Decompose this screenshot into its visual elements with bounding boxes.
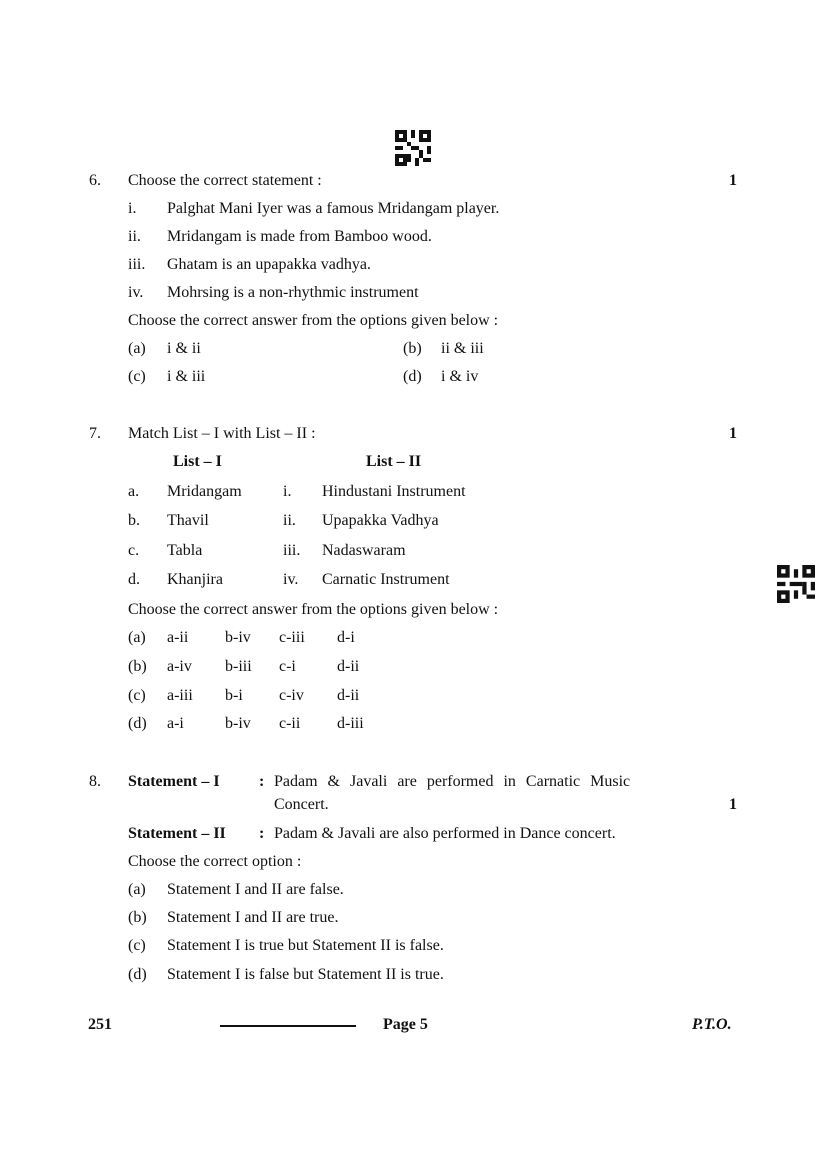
question-number: 7. bbox=[89, 425, 101, 442]
paper-code: 251 bbox=[88, 1016, 112, 1033]
please-turn-over: P.T.O. bbox=[692, 1016, 732, 1033]
option-match: a-iii bbox=[167, 687, 193, 704]
list-2-item: Carnatic Instrument bbox=[322, 571, 450, 588]
instruction: Choose the correct answer from the options given below : bbox=[128, 601, 499, 618]
statement-2-label: Statement – II bbox=[128, 825, 226, 842]
list-1-label: b. bbox=[128, 512, 140, 529]
list-2-label: ii. bbox=[283, 512, 296, 529]
option-text: ii & iii bbox=[441, 340, 484, 357]
list-2-header: List – II bbox=[366, 453, 422, 470]
option-match: d-iii bbox=[337, 715, 364, 732]
option-text: Statement I and II are false. bbox=[167, 881, 344, 898]
option-match: b-iii bbox=[225, 658, 252, 675]
question-prompt: Match List – I with List – II : bbox=[128, 425, 316, 442]
statement-label: i. bbox=[128, 200, 137, 217]
option-match: b-iv bbox=[225, 629, 251, 646]
colon: : bbox=[259, 773, 265, 790]
instruction: Choose the correct option : bbox=[128, 853, 302, 870]
option-match: d-ii bbox=[337, 658, 360, 675]
option-match: c-i bbox=[279, 658, 296, 675]
option-label: (a) bbox=[128, 629, 146, 646]
option-match: c-iv bbox=[279, 687, 304, 704]
footer-divider bbox=[220, 1025, 356, 1027]
option-label: (d) bbox=[128, 966, 147, 983]
list-2-label: iv. bbox=[283, 571, 299, 588]
option-label: (c) bbox=[128, 368, 146, 385]
statement-text: Ghatam is an upapakka vadhya. bbox=[167, 256, 371, 273]
list-1-item: Tabla bbox=[167, 542, 203, 559]
option-match: c-iii bbox=[279, 629, 305, 646]
marks: 1 bbox=[729, 172, 737, 189]
list-1-item: Mridangam bbox=[167, 483, 242, 500]
list-2-label: i. bbox=[283, 483, 292, 500]
marks: 1 bbox=[729, 425, 737, 442]
statement-2-text: Padam & Javali are also performed in Dance concert. bbox=[274, 825, 616, 842]
question-number: 8. bbox=[89, 773, 101, 790]
list-1-label: d. bbox=[128, 571, 140, 588]
option-text: Statement I is false but Statement II is true. bbox=[167, 966, 444, 983]
list-1-label: a. bbox=[128, 483, 140, 500]
option-match: d-i bbox=[337, 629, 355, 646]
option-label: (b) bbox=[128, 658, 147, 675]
marks: 1 bbox=[729, 796, 737, 813]
statement-label: iii. bbox=[128, 256, 146, 273]
option-label: (a) bbox=[128, 881, 146, 898]
option-text: Statement I and II are true. bbox=[167, 909, 339, 926]
side-qr-code-icon bbox=[777, 565, 815, 603]
option-match: b-i bbox=[225, 687, 243, 704]
option-match: c-ii bbox=[279, 715, 301, 732]
instruction: Choose the correct answer from the options given below : bbox=[128, 312, 499, 329]
statement-text: Mridangam is made from Bamboo wood. bbox=[167, 228, 432, 245]
option-label: (c) bbox=[128, 937, 146, 954]
statement-1-label: Statement – I bbox=[128, 773, 220, 790]
list-2-item: Upapakka Vadhya bbox=[322, 512, 439, 529]
option-match: b-iv bbox=[225, 715, 251, 732]
option-label: (c) bbox=[128, 687, 146, 704]
colon: : bbox=[259, 825, 265, 842]
option-match: a-iv bbox=[167, 658, 192, 675]
option-text: Statement I is true but Statement II is false. bbox=[167, 937, 444, 954]
statement-label: ii. bbox=[128, 228, 141, 245]
list-1-item: Khanjira bbox=[167, 571, 223, 588]
option-text: i & iv bbox=[441, 368, 479, 385]
question-number: 6. bbox=[89, 172, 101, 189]
option-label: (b) bbox=[403, 340, 422, 357]
option-match: d-ii bbox=[337, 687, 360, 704]
option-match: a-ii bbox=[167, 629, 189, 646]
question-prompt: Choose the correct statement : bbox=[128, 172, 322, 189]
statement-text: Palghat Mani Iyer was a famous Mridangam player. bbox=[167, 200, 500, 217]
option-label: (a) bbox=[128, 340, 146, 357]
list-1-label: c. bbox=[128, 542, 140, 559]
statement-1-text: Padam & Javali are performed in Carnatic Music bbox=[274, 773, 631, 790]
statement-1-text-cont: Concert. bbox=[274, 796, 329, 813]
page-number: Page 5 bbox=[383, 1016, 428, 1033]
option-text: i & ii bbox=[167, 340, 201, 357]
list-1-header: List – I bbox=[173, 453, 222, 470]
option-match: a-i bbox=[167, 715, 184, 732]
list-2-item: Hindustani Instrument bbox=[322, 483, 466, 500]
option-label: (b) bbox=[128, 909, 147, 926]
list-1-item: Thavil bbox=[167, 512, 209, 529]
qr-code-icon bbox=[395, 130, 431, 166]
option-text: i & iii bbox=[167, 368, 206, 385]
list-2-item: Nadaswaram bbox=[322, 542, 406, 559]
statement-label: iv. bbox=[128, 284, 144, 301]
statement-text: Mohrsing is a non-rhythmic instrument bbox=[167, 284, 419, 301]
list-2-label: iii. bbox=[283, 542, 301, 559]
option-label: (d) bbox=[403, 368, 422, 385]
option-label: (d) bbox=[128, 715, 147, 732]
